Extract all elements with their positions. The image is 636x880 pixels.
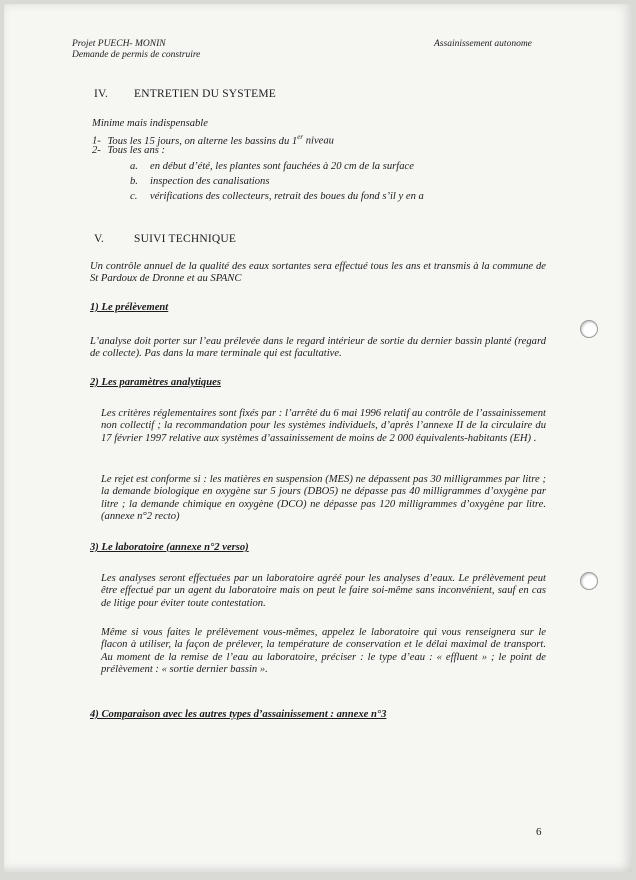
subsection-3-heading: 3) Le laboratoire (annexe n°2 verso): [90, 542, 249, 553]
section-4-title: ENTRETIEN DU SYSTEME: [134, 88, 276, 100]
subsection-1-text: L’analyse doit porter sur l’eau prélevée dans le regard intérieur de sortie du dernier bassin planté (regard de collecte). Pas dans la mare terminale qui est facultative.: [90, 336, 546, 360]
document-page: [4, 4, 632, 872]
sub-list-text: en début d’été, les plantes sont fauchées à 20 cm de la surface: [150, 161, 414, 172]
section-4-numeral: IV.: [94, 88, 109, 100]
list-number: 1-: [92, 135, 101, 147]
list-text-end: niveau: [303, 135, 334, 147]
sub-list-text: inspection des canalisations: [150, 176, 270, 187]
subsection-1-heading: 1) Le prélèvement: [90, 302, 169, 313]
binder-hole: [580, 320, 598, 338]
header-subtitle: Demande de permis de construire: [72, 50, 201, 60]
section-5-intro: Un contrôle annuel de la qualité des eaux sortantes sera effectué tous les ans et transmis à la commune de St Pardoux de Dronne et au SPANC: [90, 261, 546, 285]
subsection-2-heading: 2) Les paramètres analytiques: [90, 377, 221, 388]
list-number: 2-: [92, 145, 101, 156]
sub-list-letter: a.: [130, 161, 138, 172]
binder-hole: [580, 572, 598, 590]
subsection-3-paragraph-2: Même si vous faites le prélèvement vous-mêmes, appelez le laboratoire qui vous renseignera sur le flacon à utiliser, la façon de prélever, la température de conservation et le délai maximal de transport. Au moment de la remise de l’eau au laboratoire, préciser : le type d’eau : « effluent » ; le point de prélèvement : « sortie dernier bassin ».: [101, 627, 546, 675]
sub-list-letter: c.: [130, 191, 138, 202]
superscript: er: [297, 133, 304, 141]
header-project: Projet PUECH- MONIN: [72, 39, 166, 49]
section-5-numeral: V.: [94, 233, 105, 245]
subsection-2-paragraph-1: Les critères réglementaires sont fixés par : l’arrêté du 6 mai 1996 relatif au contrôle de l’assainissement non collectif ; la recommandation pour les systèmes individuels, d’après l’annexe II de la circulaire du 17 février 1997 relative aux systèmes d’assainissement de moins de 2 000 équivalents-habitants (EH) .: [101, 408, 546, 444]
sub-list-text: vérifications des collecteurs, retrait des boues du fond s’il y en a: [150, 191, 424, 202]
list-text: Tous les ans :: [107, 145, 166, 156]
sub-list-item: [130, 176, 269, 188]
sub-list-item: [130, 161, 414, 173]
section-4-intro: Minime mais indispensable: [92, 118, 208, 129]
list-item: [92, 145, 165, 157]
sub-list-item: [130, 191, 424, 203]
subsection-3-paragraph-1: Les analyses seront effectuées par un laboratoire agréé pour les analyses d’eaux. Le prélèvement peut être effectué par un agent du laboratoire mais on peut le faire soi-même sans inconvénient, sauf en cas de litige pour éviter toute contestation.: [101, 573, 546, 609]
section-5-title: SUIVI TECHNIQUE: [134, 233, 237, 245]
subsection-4-heading: 4) Comparaison avec les autres types d’assainissement : annexe n°3: [90, 709, 387, 720]
list-text: Tous les 15 jours, on alterne les bassins du 1: [107, 135, 298, 147]
sub-list-letter: b.: [130, 176, 138, 187]
header-right: Assainissement autonome: [434, 39, 532, 49]
subsection-2-paragraph-2: Le rejet est conforme si : les matières en suspension (MES) ne dépassent pas 30 milligrammes par litre ; la demande biologique en oxygène sur 5 jours (DBO5) ne dépasse pas 40 milligrammes d’oxygène par litre ; la demande chimique en oxygène (DCO) ne dépasse pas 120 milligrammes d’oxygène par litre. (annexe n°2 recto): [101, 474, 546, 522]
page-number: 6: [536, 826, 542, 838]
